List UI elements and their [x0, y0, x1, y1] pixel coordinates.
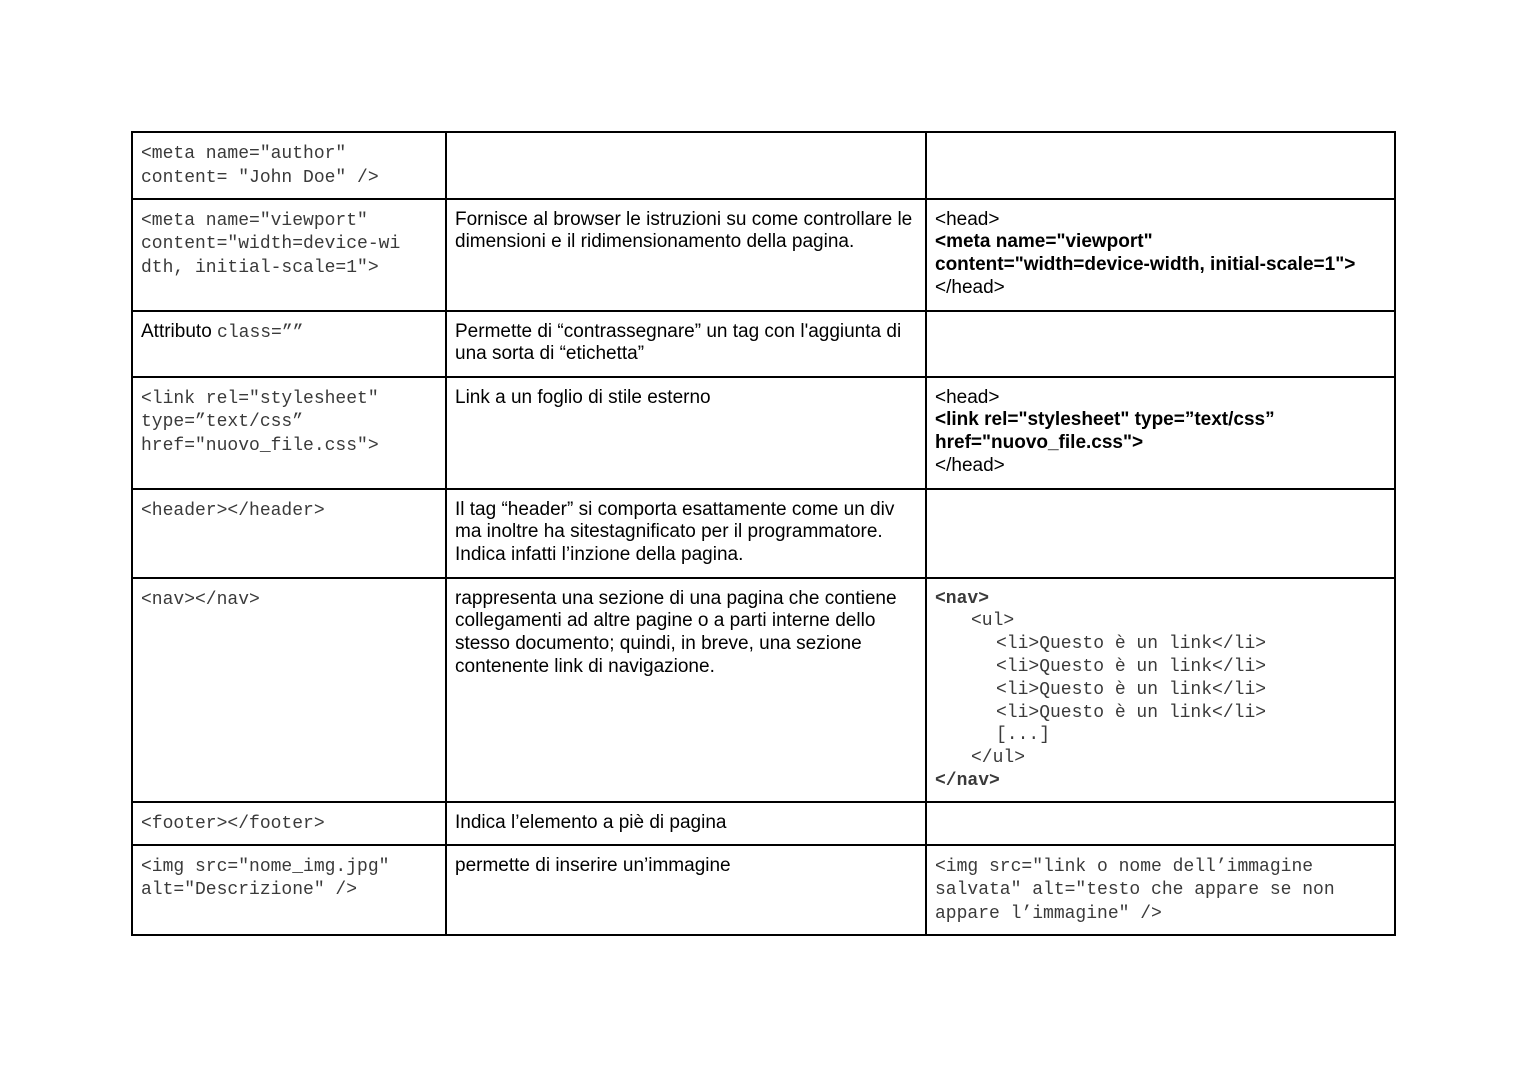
example-line: <li>Questo è un link</li>: [996, 702, 1267, 723]
example-line: <li>Questo è un link</li>: [996, 656, 1267, 677]
tag-code: <nav></nav>: [141, 589, 260, 610]
example-cell: [926, 845, 1395, 935]
table-row: [132, 132, 1395, 199]
example-line: </head>: [935, 276, 1005, 298]
tag-cell: [132, 199, 446, 311]
table-row: [132, 578, 1395, 802]
tag-code: <meta name="viewport" content="width=device-wi dth, initial-scale=1">: [141, 210, 401, 279]
description-text: Indica l’elemento a piè di pagina: [455, 811, 727, 833]
description-cell: [446, 199, 926, 311]
description-text: Link a un foglio di stile esterno: [455, 386, 711, 408]
table-row: [132, 311, 1395, 377]
description-cell: [446, 132, 926, 199]
example-cell: [926, 578, 1395, 802]
tag-cell: [132, 578, 446, 802]
example-line: <meta name="viewport": [935, 231, 1153, 253]
description-text: permette di inserire un’immagine: [455, 854, 731, 876]
example-line: href="nuovo_file.css">: [935, 432, 1144, 454]
example-line: <li>Questo è un link</li>: [996, 634, 1267, 655]
html-tags-table: [131, 131, 1396, 936]
example-line: </nav>: [935, 770, 1000, 791]
example-line: content="width=device-width, initial-scale=1">: [935, 254, 1356, 276]
tag-cell: [132, 311, 446, 377]
tag-code: <link rel="stylesheet" type=”text/css” href="nuovo_file.css">: [141, 388, 379, 457]
example-cell: [926, 802, 1395, 845]
example-line: <ul>: [971, 611, 1015, 632]
description-cell: [446, 802, 926, 845]
tag-prefix: Attributo: [141, 320, 218, 342]
example-line: <head>: [935, 208, 1000, 230]
tag-code: <footer></footer>: [141, 813, 325, 834]
description-text: Il tag “header” si comporta esattamente come un div ma inoltre ha sitestagnificato per il programmatore. Indica infatti l’inzione della pagina.: [455, 498, 895, 566]
description-cell: [446, 578, 926, 802]
tag-cell: [132, 802, 446, 845]
description-cell: [446, 311, 926, 377]
tag-cell: [132, 132, 446, 199]
description-cell: [446, 845, 926, 935]
tag-cell: [132, 489, 446, 578]
example-code: <img src="link o nome dell’immagine salvata" alt="testo che appare se non appare l’immagine" />: [935, 856, 1346, 925]
table-row: [132, 377, 1395, 489]
table-row: [132, 489, 1395, 578]
description-cell: [446, 489, 926, 578]
table-row: [132, 802, 1395, 845]
example-line: </ul>: [971, 748, 1026, 769]
example-cell: [926, 199, 1395, 311]
example-line: [...]: [996, 725, 1051, 746]
tag-code: <header></header>: [141, 500, 325, 521]
example-line: <head>: [935, 386, 1000, 408]
tag-cell: [132, 377, 446, 489]
example-line: </head>: [935, 454, 1005, 476]
example-line: <nav>: [935, 588, 990, 609]
example-cell: [926, 489, 1395, 578]
description-cell: [446, 377, 926, 489]
example-line: <li>Questo è un link</li>: [996, 679, 1267, 700]
table-row: [132, 199, 1395, 311]
example-cell: [926, 377, 1395, 489]
example-cell: [926, 132, 1395, 199]
description-text: Fornisce al browser le istruzioni su come controllare le dimensioni e il ridimensionamento della pagina.: [455, 208, 913, 253]
tag-code: <img src="nome_img.jpg" alt="Descrizione" />: [141, 856, 390, 901]
example-line: <link rel="stylesheet" type=”text/css”: [935, 409, 1275, 431]
tag-cell: [132, 845, 446, 935]
description-text: Permette di “contrassegnare” un tag con l'aggiunta di una sorta di “etichetta”: [455, 320, 902, 365]
table-row: [132, 845, 1395, 935]
example-cell: [926, 311, 1395, 377]
tag-code: <meta name="author" content= "John Doe" />: [141, 144, 379, 188]
tag-code: class=””: [217, 322, 304, 343]
description-text: rappresenta una sezione di una pagina che contiene collegamenti ad altre pagine o a parti interne dello stesso documento; quindi, in breve, una sezione contenente link di navigazione.: [455, 587, 897, 677]
